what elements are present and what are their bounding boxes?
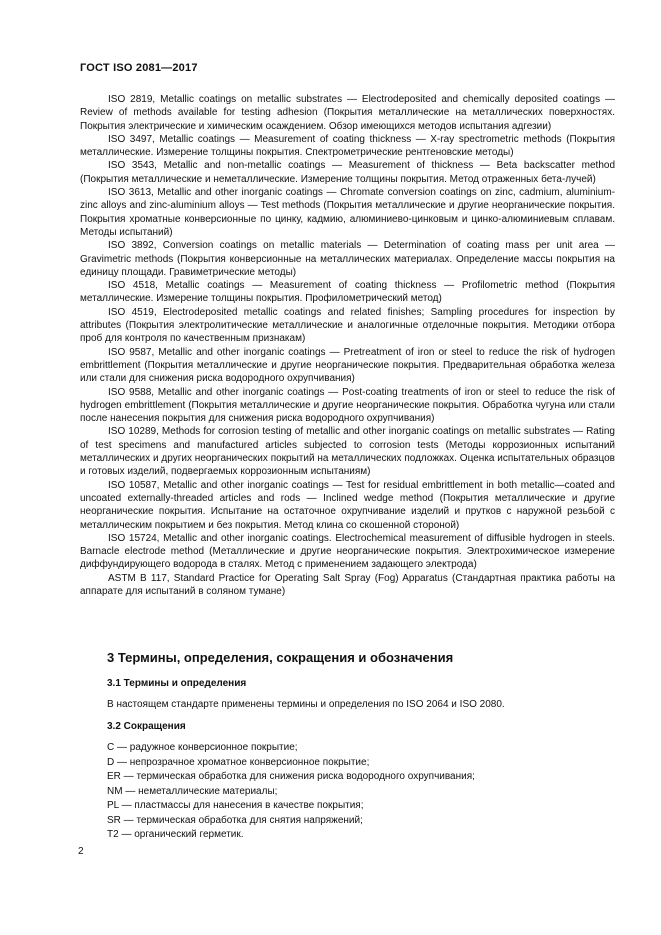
subsection-3-2-title: 3.2 Сокращения — [107, 721, 186, 732]
reference-item: ISO 10587, Metallic and other inorganic coatings — Test for residual embrittlement in both metallic—coated and uncoated externally-threaded articles and rods — Inclined wedge method (Покрытия металлические и другие неорганические покрытия. Испытание на остаточное охрупчивание изделий и прутков с наружной резьбой с металлическим покрытием и без покрытия. Метод клина со скошенной стороной) — [80, 479, 615, 531]
reference-item: ISO 3543, Metallic and non-metallic coatings — Measurement of thickness — Beta backscatter method (Покрытия металлические и неметаллические. Измерение толщины покрытия. Метод отраженных бета-лучей) — [80, 160, 615, 185]
section-3-title: 3 Термины, определения, сокращения и обозначения — [107, 650, 454, 665]
reference-item: ISO 3613, Metallic and other inorganic coatings — Chromate conversion coatings on zinc, cadmium, aluminium-zinc alloys and zinc-aluminium alloys — Test methods (Покрытия металлические и другие неорганические покрытия. Покрытия хроматные конверсионные по цинку, кадмию, алюминиево-цинковым и цинко-алюминиевым сплавам. Методы испытаний) — [80, 187, 615, 238]
list-item: ER — термическая обработка для снижения риска водородного охрупчивания; — [107, 771, 475, 782]
reference-item: ISO 4519, Electrodeposited metallic coatings and related finishes; Sampling procedures for inspection by attributes (Покрытия электролитические металлические и аналогичные отделочные покрытия. Методики отбора проб для контроля по качественным признакам) — [80, 306, 615, 345]
subsection-3-1-text: В настоящем стандарте применены термины и определения по ISO 2064 и ISO 2080. — [107, 699, 505, 710]
list-item: C — радужное конверсионное покрытие; — [107, 742, 298, 753]
reference-item: ISO 9587, Metallic and other inorganic coatings — Pretreatment of iron or steel to reduce the risk of hydrogen embrittlement (Покрытия металлические и другие неорганические покрытия. Предварительная обработка железа или стали для снижения риска водородного охрупчивания) — [80, 346, 615, 385]
reference-item: ISO 3892, Conversion coatings on metallic materials — Determination of coating mass per unit area — Gravimetric methods (Покрытия конверсионные на металлических материалах. Определение массы покрытия на единицу площади. Гравиметрические методы) — [80, 240, 615, 278]
reference-item: ASTM B 117, Standard Practice for Operating Salt Spray (Fog) Apparatus (Стандартная практика работы на аппарате для испытаний в соляном тумане) — [80, 572, 615, 597]
list-item: SR — термическая обработка для снятия напряжений; — [107, 814, 363, 826]
reference-item: ISO 4518, Metallic coatings — Measurement of coating thickness — Profilometric method (Покрытия металлические. Измерение толщины покрытия. Профилометрический метод) — [80, 280, 615, 305]
page-header: ГОСТ ISO 2081—2017 — [80, 62, 198, 74]
reference-item: ISO 15724, Metallic and other inorganic coatings. Electrochemical measurement of diffusible hydrogen in steels. Barnacle electrode method (Металлические и другие неорганические покрытия. Электрохимическое измерение диффундирующего водорода в сталях. Метод с применением задающего электрода) — [80, 532, 615, 571]
list-item: D — непрозрачное хроматное конверсионное покрытие; — [107, 756, 370, 768]
list-item: NM — неметаллические материалы; — [107, 785, 278, 797]
list-item: PL — пластмассы для нанесения в качестве покрытия; — [107, 800, 364, 811]
reference-item: ISO 2819, Metallic coatings on metallic substrates — Electrodeposited and chemically deposited coatings — Review of methods available for testing adhesion (Покрытия металлические на металлических поверхностях. Покрытия электрические и химическим осаждением. Обзор имеющихся методов испытания адгезии) — [80, 94, 615, 132]
reference-item: ISO 3497, Metallic coatings — Measurement of coating thickness — X-ray spectrometric methods (Покрытия металлические. Измерение толщины покрытия. Спектрометрические рентгеновские методы) — [80, 133, 615, 159]
subsection-3-1-title: 3.1 Термины и определения — [107, 678, 247, 689]
list-item: T2 — органический герметик. — [107, 829, 244, 840]
reference-item: ISO 10289, Methods for corrosion testing of metallic and other inorganic coatings on metallic substrates — Rating of test specimens and manufactured articles subjected to corrosion tests (Методы коррозионных испытаний металлических и других неорганических покрытий на металлических подложках. Оценка испытательных образцов и готовых изделий, подвергаемых коррозионным испытаниям) — [80, 426, 615, 478]
normative-references — [80, 93, 615, 598]
reference-item: ISO 9588, Metallic and other inorganic coatings — Post-coating treatments of iron or steel to reduce the risk of hydrogen embrittlement (Покрытия металлические и другие неорганические покрытия. Обработка чугуна или стали после нанесения покрытия для снижения риска водородного охрупчивания) — [80, 386, 615, 425]
abbreviations-list — [107, 741, 475, 843]
page-number: 2 — [78, 846, 84, 857]
